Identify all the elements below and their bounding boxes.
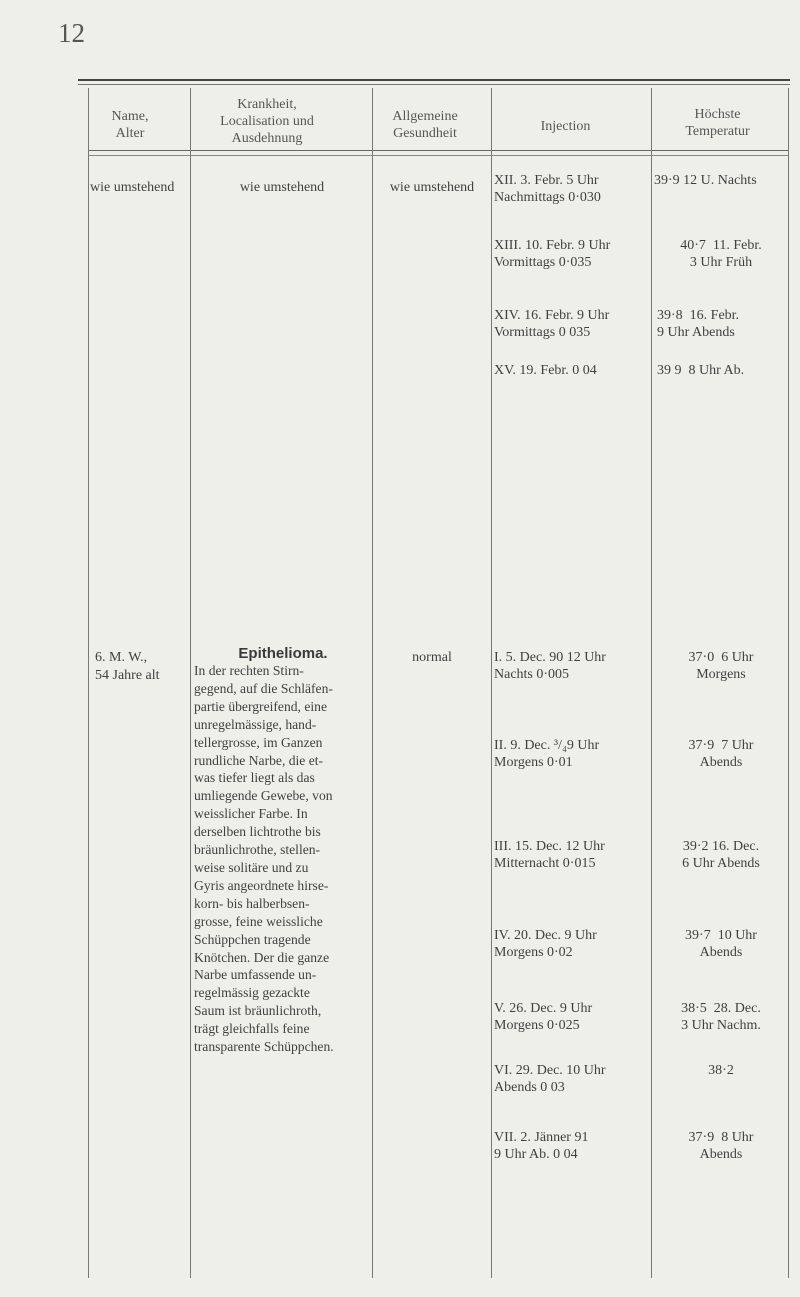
col-rule-5 bbox=[651, 88, 652, 1278]
disease-title: Epithelioma. bbox=[238, 645, 328, 662]
disease-line: weisslicher Farbe. In bbox=[194, 806, 308, 822]
block1-temperature-1: 39·9 12 U. Nachts bbox=[654, 173, 757, 188]
disease-line: was tiefer liegt als das bbox=[194, 770, 315, 786]
header-name: Name, Alter bbox=[111, 109, 149, 141]
disease-line: weise solitäre und zu bbox=[194, 859, 309, 875]
header-injection: Injection bbox=[540, 119, 591, 134]
block2-temperature-2: 37·9 7 Uhr Abends bbox=[688, 738, 754, 770]
block2-temperature-6: 38·2 bbox=[708, 1063, 734, 1078]
block1-injection-2: XIII. 10. Febr. 9 Uhr Vormittags 0·035 bbox=[494, 238, 611, 270]
block1-health: wie umstehend bbox=[389, 180, 475, 195]
top-rule bbox=[78, 79, 790, 81]
block1-temperature-3: 39·8 16. Febr. 9 Uhr Abends bbox=[657, 308, 740, 340]
header-health: Allgemeine Gesundheit bbox=[392, 109, 458, 141]
block2-health: normal bbox=[412, 650, 452, 665]
block2-temperature-7: 37·9 8 Uhr Abends bbox=[688, 1130, 754, 1162]
disease-line: grosse, feine weissliche bbox=[194, 913, 323, 929]
disease-line: Knötchen. Der die ganze bbox=[194, 949, 330, 965]
disease-line: Schüppchen tragende bbox=[194, 931, 311, 947]
disease-line: bräunlichrothe, stellen- bbox=[194, 842, 321, 858]
disease-line: partie übergreifend, eine bbox=[194, 698, 327, 714]
disease-line: transparente Schüppchen. bbox=[194, 1039, 334, 1055]
top-rule-thin bbox=[78, 84, 790, 85]
block1-injection-1: XII. 3. Febr. 5 Uhr Nachmittags 0·030 bbox=[494, 173, 601, 205]
disease-line: In der rechten Stirn- bbox=[194, 663, 304, 678]
disease-line: Narbe umfassende un- bbox=[194, 967, 317, 983]
block1-temperature-4: 39 9 8 Uhr Ab. bbox=[657, 363, 745, 378]
col-rule-2 bbox=[190, 88, 191, 1278]
header-disease: Krankheit, Localisation und Ausdehnung bbox=[220, 97, 314, 146]
block1-name: wie umstehend bbox=[90, 180, 175, 195]
block2-disease bbox=[194, 645, 374, 1056]
col-rule-4 bbox=[491, 88, 492, 1278]
disease-line: rundliche Narbe, die et- bbox=[194, 752, 324, 768]
header-rule-2 bbox=[88, 155, 788, 156]
disease-line: Saum ist bräunlichroth, bbox=[194, 1003, 322, 1019]
block2-temperature-5: 38·5 28. Dec. 3 Uhr Nachm. bbox=[681, 1001, 761, 1033]
block2-name: 6. M. W., 54 Jahre alt bbox=[95, 650, 160, 683]
disease-line: Gyris angeordnete hirse- bbox=[194, 877, 329, 893]
disease-line: umliegende Gewebe, von bbox=[194, 788, 333, 804]
header-temperature: Höchste Temperatur bbox=[685, 107, 750, 139]
disease-line: gegend, auf die Schläfen- bbox=[194, 680, 333, 696]
disease-line: korn- bis halberbsen- bbox=[194, 895, 310, 911]
block1-disease: wie umstehend bbox=[239, 180, 325, 195]
col-rule-6 bbox=[788, 88, 789, 1278]
block2-injection-3: III. 15. Dec. 12 Uhr Mitternacht 0·015 bbox=[494, 839, 605, 871]
block2-injection-7: VII. 2. Jänner 91 9 Uhr Ab. 0 04 bbox=[494, 1130, 589, 1162]
block2-injection-1: I. 5. Dec. 90 12 Uhr Nachts 0·005 bbox=[494, 650, 606, 682]
page-number: 12 bbox=[58, 18, 85, 48]
block2-temperature-4: 39·7 10 Uhr Abends bbox=[685, 928, 757, 960]
disease-line: unregelmässige, hand- bbox=[194, 716, 317, 732]
block2-temperature-1: 37·0 6 Uhr Morgens bbox=[688, 650, 754, 682]
block2-temperature-3: 39·2 16. Dec. 6 Uhr Abends bbox=[682, 839, 760, 871]
disease-description bbox=[194, 662, 372, 1056]
block1-temperature-2: 40·7 11. Febr. 3 Uhr Früh bbox=[680, 238, 762, 270]
col-rule-1 bbox=[88, 88, 89, 1278]
block2-injection-6: VI. 29. Dec. 10 Uhr Abends 0 03 bbox=[494, 1063, 606, 1095]
disease-line: tellergrosse, im Ganzen bbox=[194, 734, 323, 750]
disease-line: trägt gleichfalls feine bbox=[194, 1021, 310, 1037]
disease-line: derselben lichtrothe bis bbox=[194, 824, 321, 840]
disease-line: regelmässig gezackte bbox=[194, 985, 310, 1001]
block1-injection-4: XV. 19. Febr. 0 04 bbox=[494, 363, 597, 378]
header-rule bbox=[88, 150, 788, 151]
block1-injection-3: XIV. 16. Febr. 9 Uhr Vormittags 0 035 bbox=[494, 308, 610, 340]
block2-injection-2: II. 9. Dec. ³/₄9 Uhr Morgens 0·01 bbox=[494, 738, 600, 770]
block2-injection-4: IV. 20. Dec. 9 Uhr Morgens 0·02 bbox=[494, 928, 597, 960]
block2-injection-5: V. 26. Dec. 9 Uhr Morgens 0·025 bbox=[494, 1001, 593, 1033]
